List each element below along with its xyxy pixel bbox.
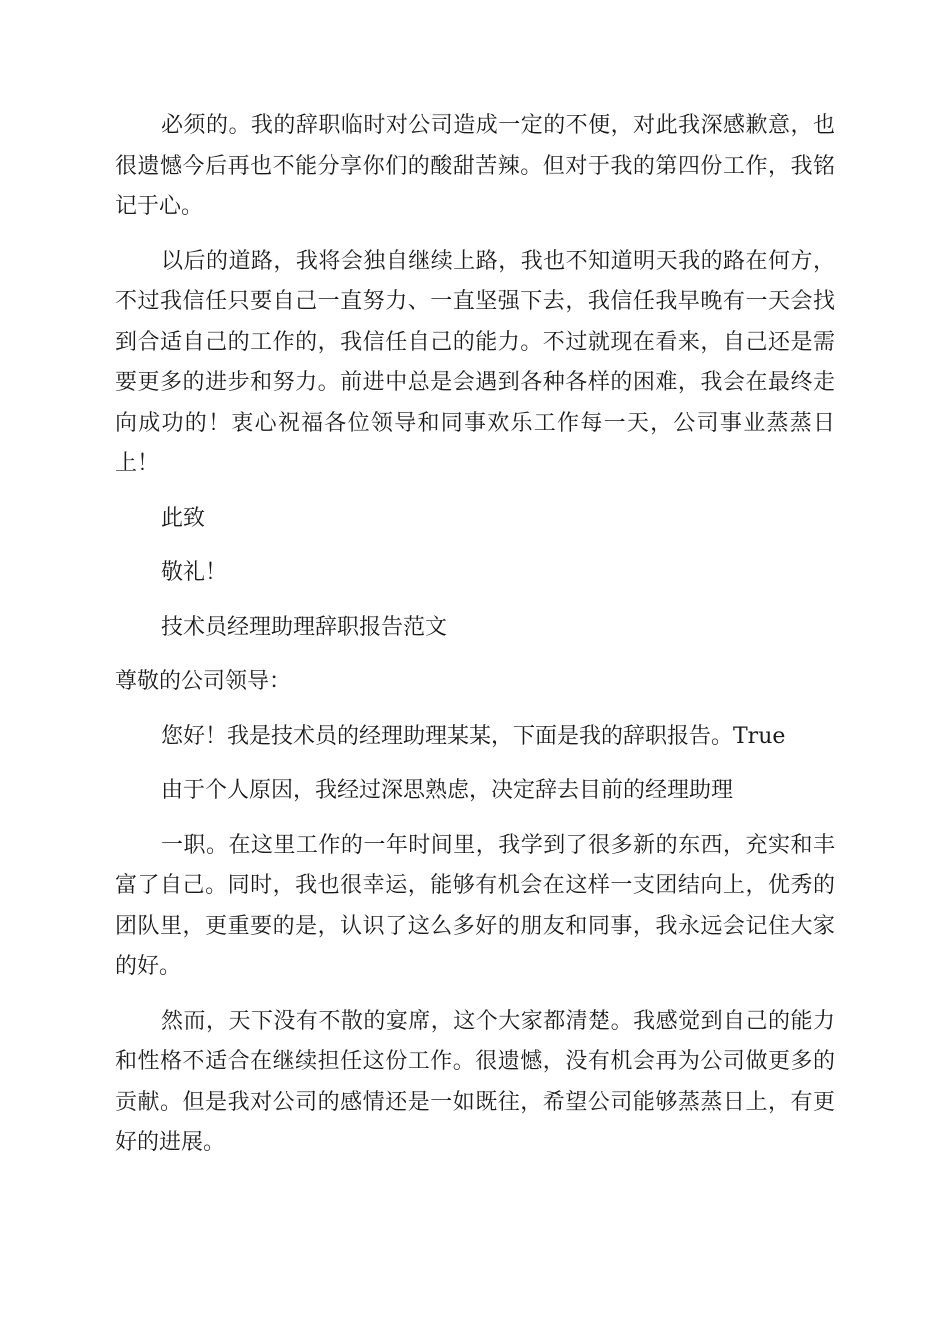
paragraph-reason: 由于个人原因，我经过深思熟虑，决定辞去目前的经理助理 xyxy=(161,778,734,803)
paragraph-experience: 一职。在这里工作的一年时间里，我学到了很多新的东西，充实和丰富了自己。同时，我也很幸运，能够有机会在这样一支团结向上，优秀的团队里，更重要的是，认识了这么多好的朋友和同事，我永远会记住大家的好。 xyxy=(115,832,835,979)
closing-regards: 敬礼！ xyxy=(161,560,228,585)
paragraph-2: 以后的道路，我将会独自继续上路，我也不知道明天我的路在何方，不过我信任只要自己一直努力、一直坚强下去，我信任我早晚有一天会找到合适自己的工作的，我信任自己的能力。不过就现在看来，自己还是需要更多的进步和努力。前进中总是会遇到各种各样的困难，我会在最终走向成功的！衷心祝福各位领导和同事欢乐工作每一天，公司事业蒸蒸日上！ xyxy=(115,248,835,476)
document-body xyxy=(115,106,835,1178)
paragraph-intro: 您好！我是技术员的经理助理某某，下面是我的辞职报告。True xyxy=(161,723,786,749)
paragraph-farewell: 然而，天下没有不散的宴席，这个大家都清楚。我感觉到自己的能力和性格不适合在继续担任这份工作。很遗憾，没有机会再为公司做更多的贡献。但是我对公司的感情还是一如既往，希望公司能够蒸蒸日上，有更好的进展。 xyxy=(115,1008,835,1155)
paragraph-1: 必须的。我的辞职临时对公司造成一定的不便，对此我深感歉意，也很遗憾今后再也不能分享你们的酸甜苦辣。但对于我的第四份工作，我铭记于心。 xyxy=(115,113,835,219)
section-title: 技术员经理助理辞职报告范文 xyxy=(161,614,448,640)
closing-salutation: 此致 xyxy=(161,505,206,531)
letter-greeting: 尊敬的公司领导： xyxy=(115,669,292,694)
